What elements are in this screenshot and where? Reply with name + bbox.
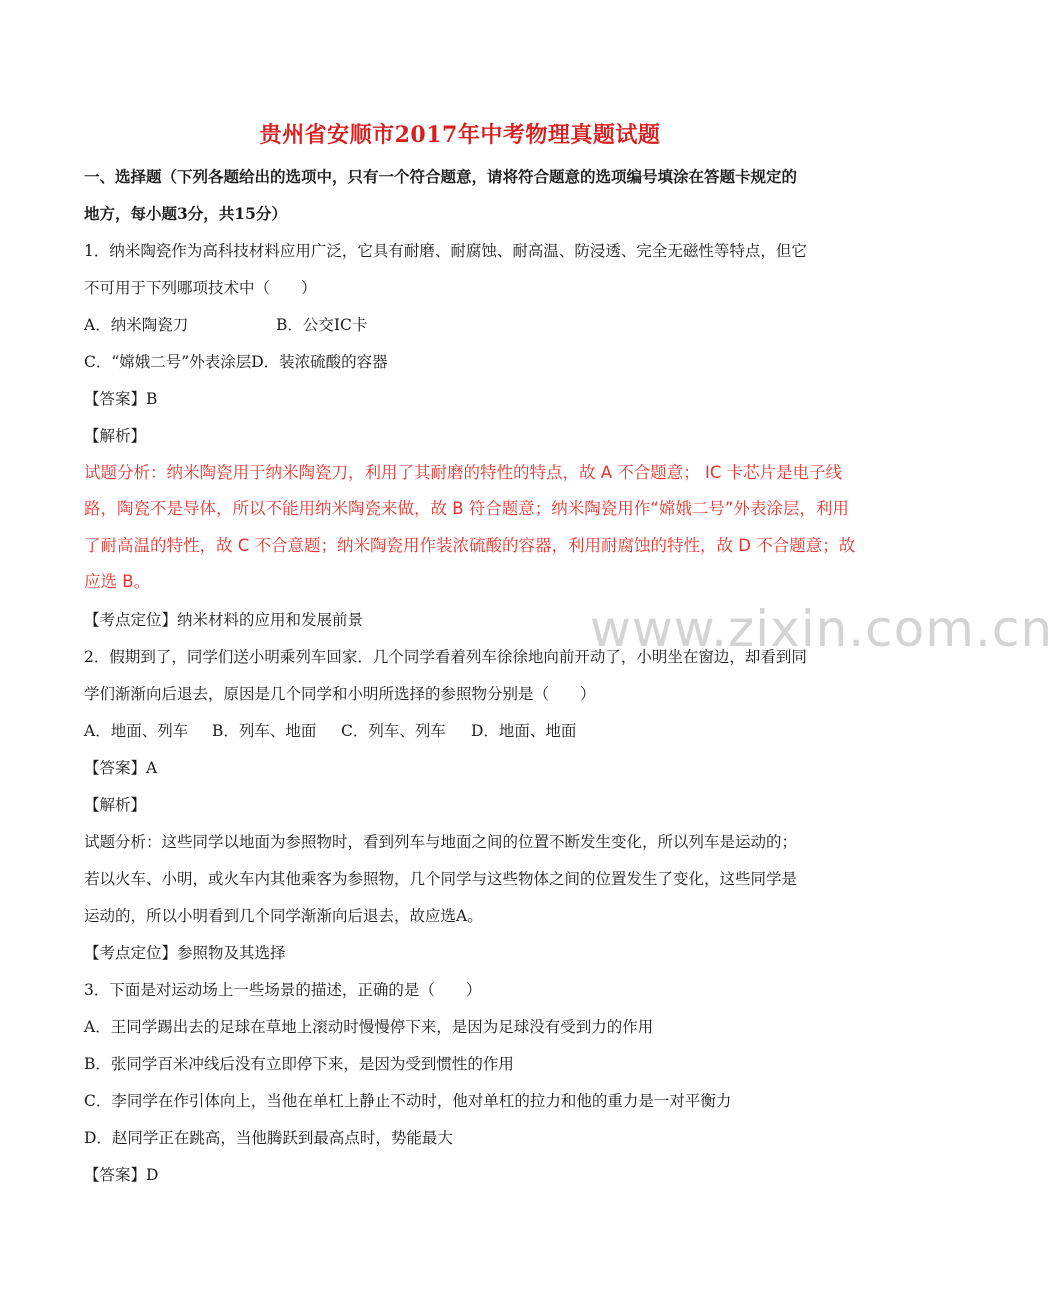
watermark: www.zixin.com.cn bbox=[590, 600, 1053, 658]
q1-answer: 【答案】B bbox=[84, 390, 158, 408]
q1-stem-line2: 不可用于下列哪项技术中（ ） bbox=[84, 279, 317, 297]
q1-option-d: D．装浓硫酸的容器 bbox=[251, 353, 388, 371]
q2-analysis-line1: 试题分析：这些同学以地面为参照物时，看到列车与地面之间的位置不断发生变化，所以列车是运动的； bbox=[84, 833, 798, 851]
q3-answer: 【答案】D bbox=[84, 1166, 159, 1184]
q3-option-a: A．王同学踢出去的足球在草地上滚动时慢慢停下来，是因为足球没有受到力的作用 bbox=[84, 1018, 654, 1036]
section-heading-line1: 一、选择题（下列各题给出的选项中，只有一个符合题意，请将符合题意的选项编号填涂在答题卡规定的 bbox=[84, 167, 798, 186]
q1-options-row1 bbox=[84, 314, 367, 336]
q2-options-row bbox=[84, 720, 576, 742]
q2-stem-line2: 学们渐渐向后退去，原因是几个同学和小明所选择的参照物分别是（ ） bbox=[84, 685, 596, 703]
q1-option-c: C．“嫦娥二号”外表涂层 bbox=[84, 353, 252, 371]
q2-analysis-line2: 若以火车、小明，或火车内其他乘客为参照物，几个同学与这些物体之间的位置发生了变化，这些同学是 bbox=[84, 870, 798, 888]
q3-stem: 3．下面是对运动场上一些场景的描述，正确的是（ ） bbox=[84, 981, 482, 999]
q1-analysis-line2: 路，陶瓷不是导体，所以不能用纳米陶瓷来做，故 B 符合题意；纳米陶瓷用作“嫦娥二号”外表涂层，利用 bbox=[84, 499, 849, 518]
q2-option-d: D．地面、地面 bbox=[471, 722, 577, 740]
q3-option-b: B．张同学百米冲线后没有立即停下来，是因为受到惯性的作用 bbox=[84, 1055, 514, 1073]
q2-stem-line1: 2．假期到了，同学们送小明乘列车回家．几个同学看着列车徐徐地向前开动了，小明坐在窗边，却看到同 bbox=[84, 648, 807, 666]
q2-analysis-label: 【解析】 bbox=[84, 796, 147, 814]
q1-option-a: A．纳米陶瓷刀 bbox=[84, 316, 189, 334]
q1-stem-line1: 1．纳米陶瓷作为高科技材料应用广泛，它具有耐磨、耐腐蚀、耐高温、防浸透、完全无磁性等特点，但它 bbox=[84, 242, 807, 260]
q3-option-d: D．赵同学正在跳高，当他腾跃到最高点时，势能最大 bbox=[84, 1129, 453, 1147]
q2-analysis-line3: 运动的，所以小明看到几个同学渐渐向后退去，故应选A。 bbox=[84, 907, 483, 925]
q1-kaodian: 【考点定位】纳米材料的应用和发展前景 bbox=[84, 611, 364, 629]
q2-option-a: A．地面、列车 bbox=[84, 722, 189, 740]
page-title: 贵州省安顺市2017年中考物理真题试题 bbox=[259, 122, 661, 148]
q2-kaodian: 【考点定位】参照物及其选择 bbox=[84, 944, 286, 962]
q1-option-b: B．公交IC卡 bbox=[276, 316, 368, 334]
q1-options-row2 bbox=[84, 351, 388, 373]
q2-option-c: C．列车、列车 bbox=[341, 722, 446, 740]
q2-option-b: B．列车、地面 bbox=[212, 722, 317, 740]
q1-analysis-line3: 了耐高温的特性，故 C 不合意题；纳米陶瓷用作装浓硫酸的容器，利用耐腐蚀的特性，故 D 不合题意；故 bbox=[84, 536, 856, 555]
q2-answer: 【答案】A bbox=[84, 759, 158, 777]
q3-option-c: C．李同学在作引体向上，当他在单杠上静止不动时，他对单杠的拉力和他的重力是一对平衡力 bbox=[84, 1092, 732, 1110]
q1-analysis-line4: 应选 B。 bbox=[84, 572, 151, 591]
q1-analysis-line1: 试题分析：纳米陶瓷用于纳米陶瓷刀，利用了其耐磨的特性的特点，故 A 不合题意； IC 卡芯片是电子线 bbox=[84, 463, 843, 482]
section-heading-line2: 地方，每小题3分，共15分） bbox=[84, 204, 287, 223]
q1-analysis-label: 【解析】 bbox=[84, 427, 147, 445]
